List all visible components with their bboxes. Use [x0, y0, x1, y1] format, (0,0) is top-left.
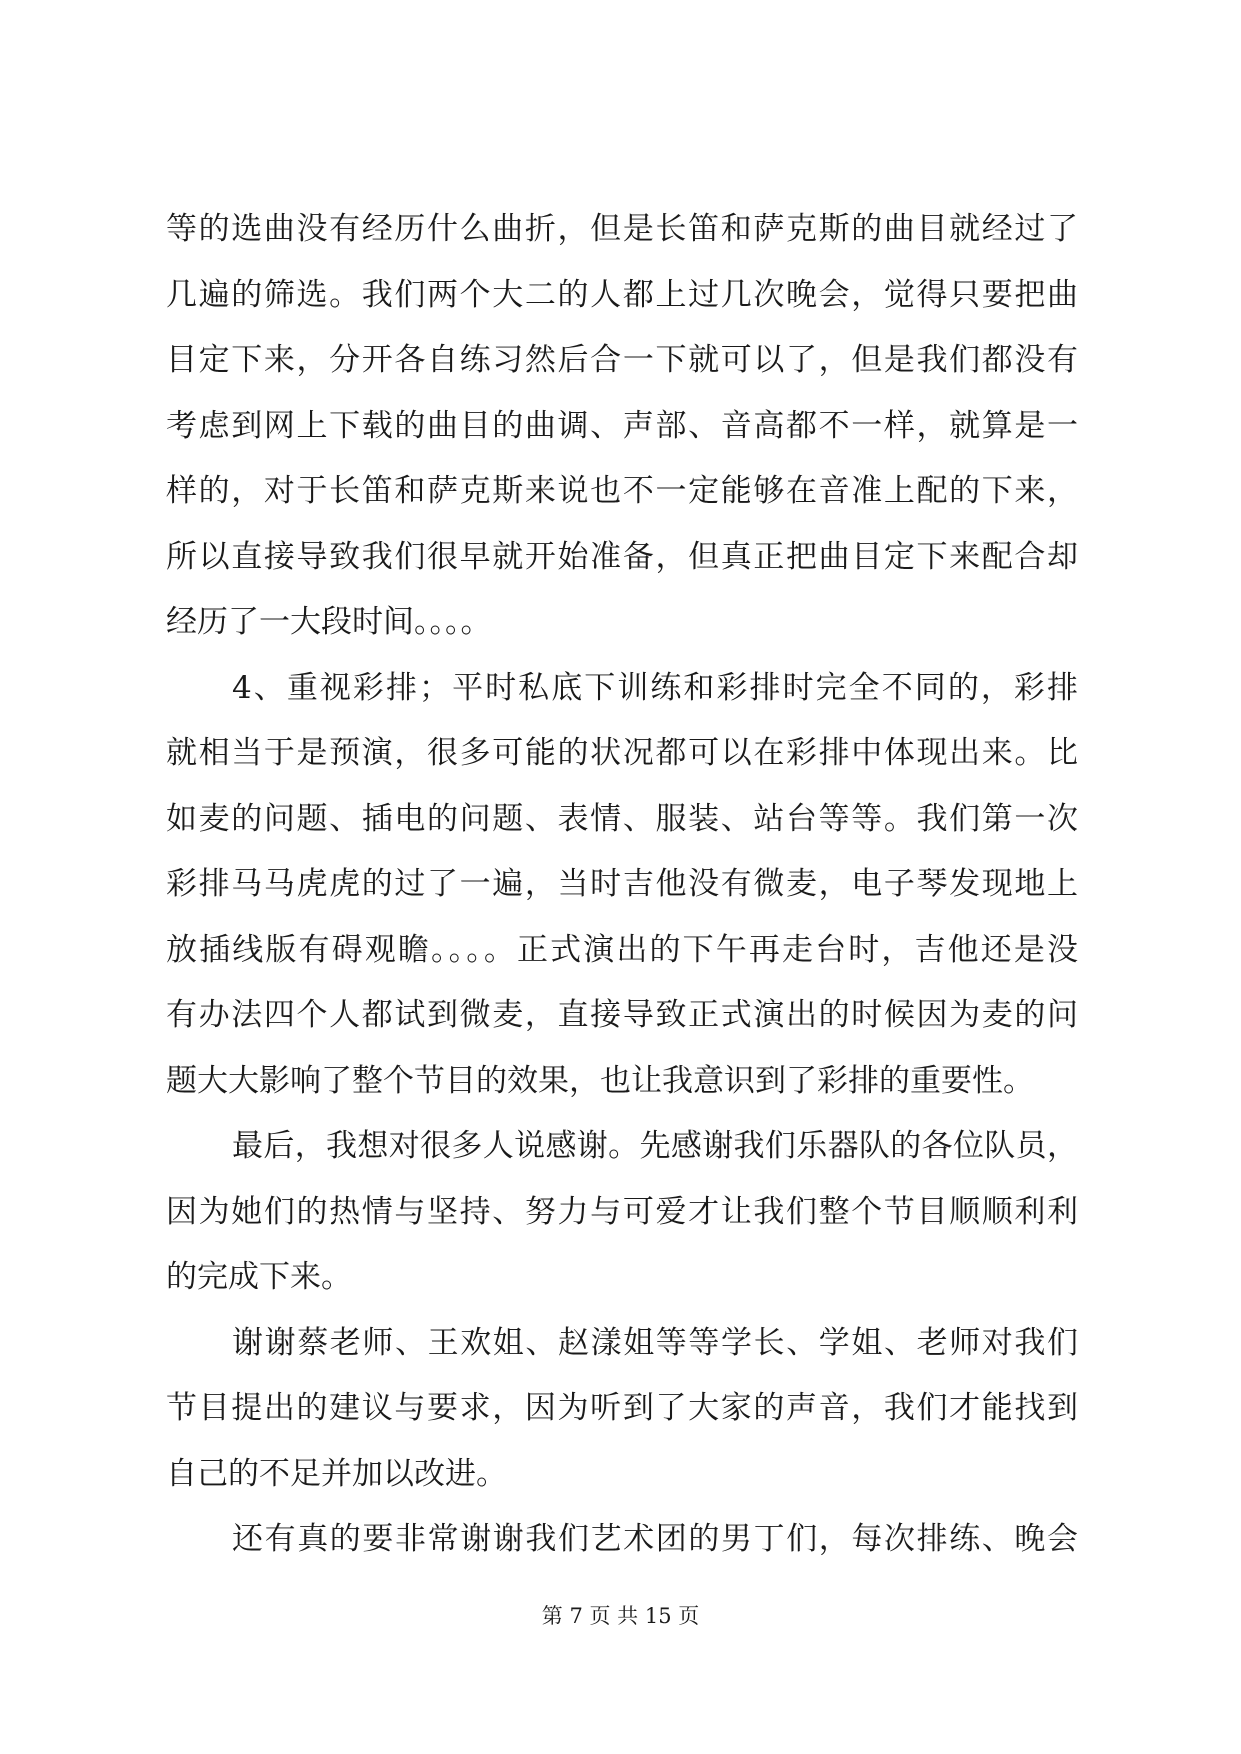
text-line: 目定下来，分开各自练习然后合一下就可以了，但是我们都没有 [166, 342, 1078, 378]
paragraph-start-line: 最后，我想对很多人说感谢。先感谢我们乐器队的各位队员， [232, 1128, 1078, 1164]
text-line: 放插线版有碍观瞻。。。。正式演出的下午再走台时，吉他还是没 [166, 931, 1078, 968]
text-line: 如麦的问题、插电的问题、表情、服装、站台等等。我们第一次 [166, 800, 1078, 837]
text-line: 的完成下来。 [166, 1259, 352, 1295]
text-line: 节目提出的建议与要求，因为听到了大家的声音，我们才能找到 [166, 1390, 1078, 1426]
text-line: 自己的不足并加以改进。 [166, 1455, 507, 1492]
text-line: 几遍的筛选。我们两个大二的人都上过几次晚会，觉得只要把曲 [166, 276, 1078, 313]
text-line: 考虑到网上下载的曲目的曲调、声部、音高都不一样，就算是一 [166, 407, 1078, 444]
text-line: 题大大影响了整个节目的效果，也让我意识到了彩排的重要性。 [166, 1062, 1034, 1099]
paragraph-start-line: 谢谢蔡老师、王欢姐、赵漾姐等等学长、学姐、老师对我们 [232, 1324, 1078, 1361]
text-line: 因为她们的热情与坚持、努力与可爱才让我们整个节目顺顺利利 [166, 1193, 1078, 1230]
text-line: 有办法四个人都试到微麦，直接导致正式演出的时候因为麦的问 [166, 997, 1078, 1033]
text-line: 样的，对于长笛和萨克斯来说也不一定能够在音准上配的下来， [166, 473, 1078, 509]
text-line: 就相当于是预演，很多可能的状况都可以在彩排中体现出来。比 [166, 735, 1078, 771]
page-number-footer: 第 7 页 共 15 页 [541, 1604, 700, 1628]
paragraph-start-line: 还有真的要非常谢谢我们艺术团的男丁们，每次排练、晚会 [232, 1521, 1078, 1557]
paragraph-start-line: 4、重视彩排；平时私底下训练和彩排时完全不同的，彩排 [232, 669, 1078, 706]
text-line: 所以直接导致我们很早就开始准备，但真正把曲目定下来配合却 [166, 538, 1078, 575]
text-line: 彩排马马虎虎的过了一遍，当时吉他没有微麦，电子琴发现地上 [166, 866, 1078, 902]
text-line: 等的选曲没有经历什么曲折，但是长笛和萨克斯的曲目就经过了 [166, 211, 1078, 247]
document-body [166, 197, 1078, 1573]
text-line: 经历了一大段时间。。。。 [166, 604, 492, 640]
